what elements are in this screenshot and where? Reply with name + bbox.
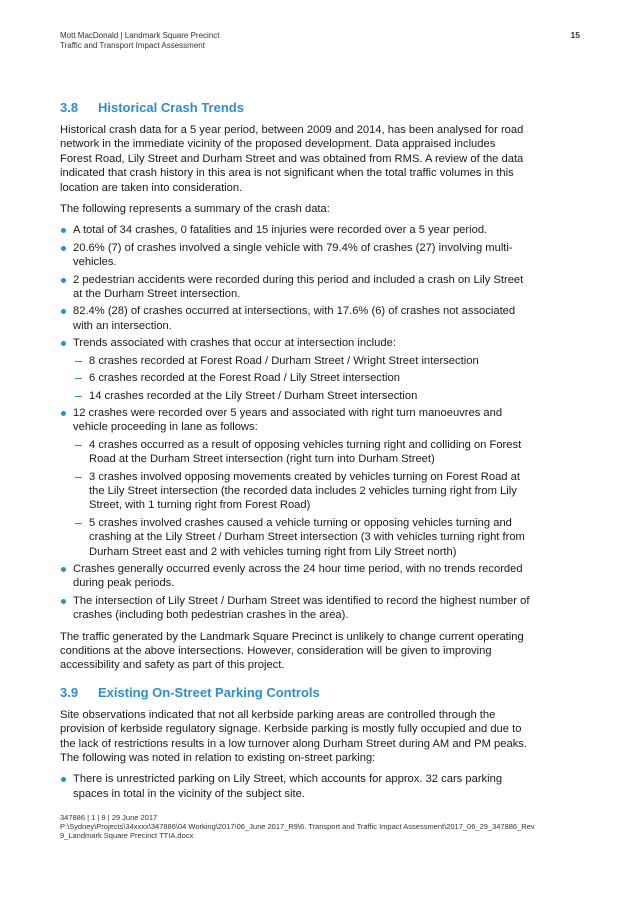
paragraph: The traffic generated by the Landmark Square Precinct is unlikely to change current operating conditions at the above intersections. However, consideration will be given to improving accessibility and safety as part of this project. (60, 630, 524, 672)
list-item: 2 pedestrian accidents were recorded during this period and included a crash on Lily Street at the Durham Street intersection. (60, 273, 530, 302)
paragraph: Site observations indicated that not all kerbside parking areas are controlled through the provision of kerbside regulatory signage. Kerbside parking is mostly fully occupied and due to the lack of restrictions results in a low turnover along Durham Street during AM and PM peaks. The following was noted in relation to existing on-street parking: (60, 708, 527, 765)
page-body (60, 100, 530, 808)
page-footer (60, 813, 560, 840)
intersection-trends-sublist (73, 354, 530, 403)
list-item-text: 12 crashes were recorded over 5 years and associated with right turn manoeuvres and vehicle proceeding in lane as follows: (73, 406, 503, 434)
crash-summary-list (60, 223, 530, 622)
sub-list-item: 3 crashes involved opposing movements created by vehicles turning on Forest Road at the Lily Street intersection (the recorded data includes 2 vehicles turning right from Lily Street, with 1 turning right from Forest Road) (73, 470, 530, 513)
list-item-text: Trends associated with crashes that occur at intersection include: (73, 337, 396, 350)
sub-list-item: 4 crashes occurred as a result of opposing vehicles turning right and colliding on Forest Road at the Durham Street intersection (right turn into Durham Street) (73, 438, 530, 467)
header-company-project: Mott MacDonald | Landmark Square Precinct (60, 31, 220, 40)
footer-file-path: P:\Sydney\Projects\34xxxx\347886\04 Working\2017\06_June 2017_R9\6. Transport and Traffic Impact Assessment\2017_06_29_347886_Rev 9_Landmark Square Precinct TTIA.docx (60, 822, 535, 840)
paragraph: Historical crash data for a 5 year period, between 2009 and 2014, has been analysed for road network in the immediate vicinity of the proposed development. Data appraised includes Forest Road, Lily Street and Durham Street and was obtained from RMS. A review of the data indicated that crash history in this area is not significant when the total traffic volumes in this location are taken into consideration. (60, 124, 524, 194)
section-number: 3.8 (60, 100, 79, 115)
parking-list (60, 772, 530, 801)
paragraph: The following represents a summary of the crash data: (60, 203, 330, 216)
page-header (60, 31, 580, 50)
list-item: 82.4% (28) of crashes occurred at intersections, with 17.6% (6) of crashes not associated with an intersection. (60, 304, 530, 333)
sub-list-item: 14 crashes recorded at the Lily Street / Durham Street intersection (73, 389, 530, 403)
section-title: Existing On-Street Parking Controls (98, 684, 320, 700)
list-item: A total of 34 crashes, 0 fatalities and 15 injuries were recorded over a 5 year period. (60, 223, 530, 237)
sub-list-item: 8 crashes recorded at Forest Road / Durham Street / Wright Street intersection (73, 354, 530, 368)
sub-list-item: 6 crashes recorded at the Forest Road / Lily Street intersection (73, 371, 530, 385)
section-title: Historical Crash Trends (98, 100, 244, 115)
sub-list-item: 5 crashes involved crashes caused a vehicle turning or opposing vehicles turning and crashing at the Lily Street / Durham Street intersection (3 with vehicles turning right from Durham Street east and 2 with vehicles turning right from Lily Street north) (73, 516, 530, 559)
footer-document-ref: 347886 | 1 | 9 | 29 June 2017 (60, 813, 158, 822)
section-heading-parking-controls (60, 685, 530, 701)
list-item: There is unrestricted parking on Lily Street, which accounts for approx. 32 cars parking spaces in total in the vicinity of the subject site. (60, 772, 530, 801)
section-heading-crash-trends (60, 100, 530, 116)
section-number: 3.9 (60, 684, 79, 700)
list-item: Crashes generally occurred evenly across the 24 hour time period, with no trends recorded during peak periods. (60, 562, 530, 591)
header-document-title: Traffic and Transport Impact Assessment (60, 40, 205, 50)
page-number: 15 (570, 30, 580, 40)
list-item (60, 406, 530, 559)
right-turn-sublist (73, 438, 530, 559)
list-item: 20.6% (7) of crashes involved a single vehicle with 79.4% of crashes (27) involving multi-vehicles. (60, 241, 530, 270)
list-item (60, 336, 530, 403)
list-item: The intersection of Lily Street / Durham Street was identified to record the highest number of crashes (including both pedestrian crashes in the area). (60, 594, 530, 623)
